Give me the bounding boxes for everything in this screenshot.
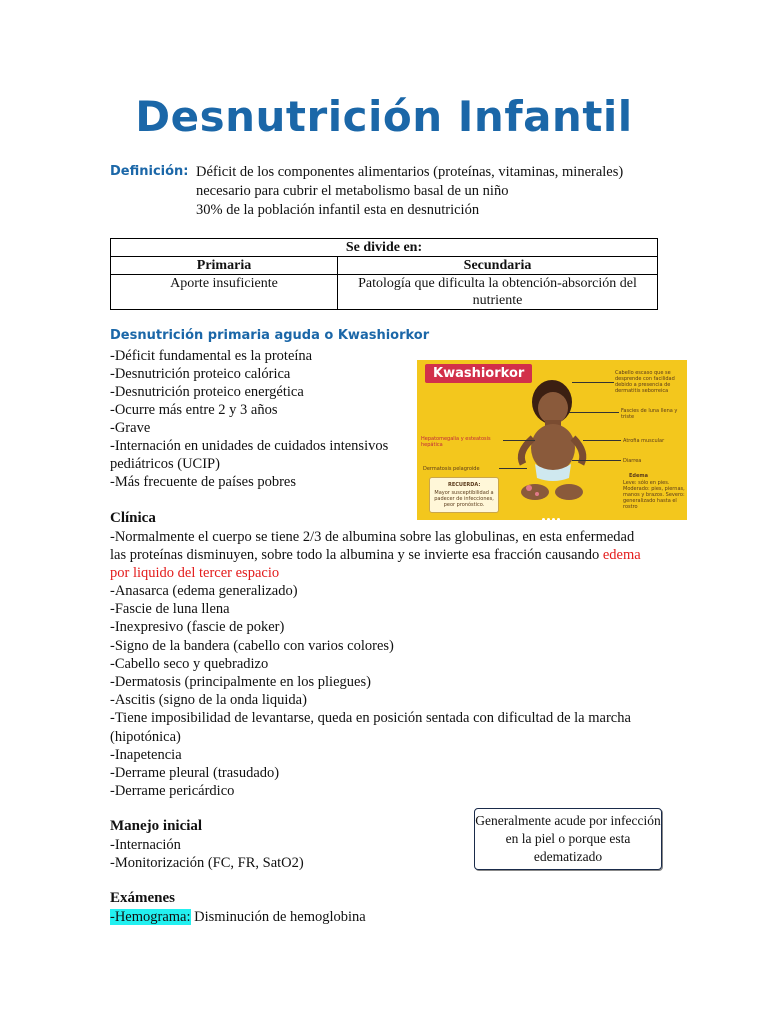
hemograma-highlight: -Hemograma:: [110, 909, 191, 925]
list-item: -Fascie de luna llena: [110, 601, 230, 618]
list-item: -Ascitis (signo de la onda liquida): [110, 692, 307, 709]
pointer-line: [503, 440, 535, 441]
list-item: -Más frecuente de países pobres: [110, 474, 297, 490]
list-item: -Inexpresivo (fascie de poker): [110, 619, 285, 636]
list-item: -Signo de la bandera (cabello con varios colores): [110, 637, 394, 654]
definition-text: [196, 163, 623, 220]
pointer-line: [569, 412, 619, 413]
definition-line: 30% de la población infantil esta en desnutrición: [196, 202, 480, 218]
hemograma-text: Disminución de hemoglobina: [190, 909, 366, 925]
recuerda-note: [429, 477, 499, 513]
list-item: -Derrame pericárdico: [110, 783, 235, 800]
list-item: -Déficit fundamental es la proteína: [110, 348, 313, 364]
label-edema-levels: Leve: sólo en pies. Moderado: pies, piernas, manos y brazos. Severo: generalizado hasta el rostro: [623, 480, 685, 510]
table-cell: Aporte insuficiente: [111, 275, 338, 310]
list-item: -Desnutrición proteico energética: [110, 384, 304, 400]
label-hair: Cabello escaso que se desprende con facilidad debido a presencia de dermatitis seborreica: [615, 370, 675, 394]
list-item: -Monitorización (FC, FR, SatO2): [110, 855, 304, 872]
infographic-banner: Kwashiorkor: [425, 364, 532, 383]
list-item: -Tiene imposibilidad de levantarse, queda en posición sentada con dificultad de la marcha (hipotónica): [110, 710, 631, 745]
examenes-heading: Exámenes: [110, 890, 175, 906]
manejo-heading: Manejo inicial: [110, 818, 203, 834]
pointer-line: [583, 440, 621, 441]
column-header-primaria: Primaria: [111, 257, 338, 275]
clinica-list: [110, 582, 650, 800]
label-diarrhea: Diarrea: [623, 458, 642, 464]
manejo-list: [110, 836, 304, 872]
column-header-secundaria: Secundaria: [338, 257, 658, 275]
list-item: -Inapetencia: [110, 746, 182, 763]
list-item: -Cabello seco y quebradizo: [110, 655, 269, 672]
kwashiorkor-list: [110, 347, 410, 491]
label-muscle: Atrofia muscular: [623, 438, 665, 444]
table-header: Se divide en:: [111, 239, 658, 257]
recuerda-title: RECUERDA:: [448, 482, 481, 488]
pointer-line: [499, 468, 527, 469]
list-item: -Ocurre más entre 2 y 3 años: [110, 402, 278, 418]
label-face: Fascies de luna llena y triste: [621, 408, 678, 420]
clinica-paragraph-text: -Normalmente el cuerpo se tiene 2/3 de albumina sobre las globulinas, en esta enfermedad las proteínas disminuyen, sobre todo la albumina y se invierte esa fracción causando: [110, 529, 635, 564]
list-item: -Desnutrición proteico calórica: [110, 366, 291, 382]
list-item: -Internación en unidades de cuidados intensivos pediátricos (UCIP): [110, 438, 389, 472]
pointer-line: [572, 460, 621, 461]
definition-label: Definición:: [110, 164, 189, 179]
definition-line: necesario para cubrir el metabolismo basal de un niño: [196, 183, 509, 199]
table-cell: Patología que dificulta la obtención-absorción del nutriente: [338, 275, 658, 310]
carousel-dots[interactable]: [541, 508, 561, 520]
list-item: -Derrame pleural (trasudado): [110, 765, 280, 782]
definition-line: Déficit de los componentes alimentarios (proteínas, vitaminas, minerales): [196, 164, 624, 180]
list-item: -Internación: [110, 837, 181, 853]
page-title: Desnutrición Infantil: [135, 92, 633, 141]
clinica-heading: Clínica: [110, 510, 156, 526]
callout-note: Generalmente acude por infección en la piel o porque esta edematizado: [474, 808, 662, 870]
kwashiorkor-section-title: Desnutrición primaria aguda o Kwashiorkor: [110, 328, 430, 343]
list-item: -Grave: [110, 420, 151, 436]
table-row: [111, 275, 658, 310]
pointer-line: [572, 382, 614, 383]
recuerda-text: Mayor susceptibilidad a padecer de infecciones, peor pronóstico.: [434, 490, 494, 508]
label-skin: Dermatosis pelagroide: [423, 466, 480, 472]
examenes-line: [110, 908, 366, 926]
clinica-red-text: edema por liquido del tercer espacio: [110, 547, 641, 582]
list-item: -Anasarca (edema generalizado): [110, 583, 298, 599]
kwashiorkor-infographic: [417, 360, 687, 520]
clinica-paragraph: [110, 528, 650, 583]
list-item: -Dermatosis (principalmente en los pliegues): [110, 674, 371, 691]
label-liver: Hepatomegalia y esteatosis hepática: [421, 436, 491, 448]
label-edema-title: Edema: [629, 473, 648, 479]
division-table: [110, 238, 658, 310]
